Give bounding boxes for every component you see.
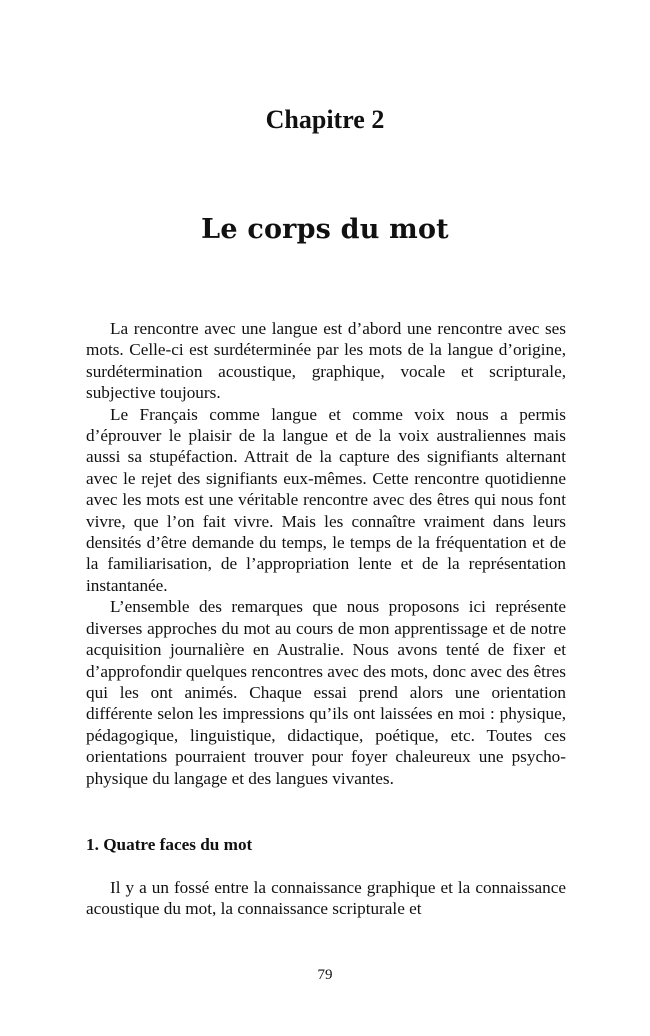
paragraph: L’ensemble des remarques que nous proposons ici représente diverses approches du mot au cours de mon apprentissage et de notre acquisition journalière en Australie. Nous avons tenté de fixer et d’approfondir quelques rencontres avec des mots, donc avec des êtres qui les ont animés. Chaque essai prend alors une orientation différente selon les impressions qu’ils ont laissées en moi : physique, pédagogique, linguistique, didactique, poétique, etc. Toutes ces orientations pourraient trouver pour foyer chaleureux une psycho-physique du langage et des langues vivantes. <box>86 597 566 788</box>
paragraph: Il y a un fossé entre la connaissance graphique et la connaissance acoustique du mot, la connaissance scripturale et <box>86 878 566 919</box>
paragraph: La rencontre avec une langue est d’abord une rencontre avec ses mots. Celle-ci est surdéterminée par les mots de la langue d’origine, surdétermination acoustique, graphique, vocale et scripturale, subjective toujours. <box>86 319 566 403</box>
page-number: 79 <box>317 967 333 983</box>
chapter-title: Le corps du mot <box>201 214 449 245</box>
paragraph: Le Français comme langue et comme voix nous a permis d’éprouver le plaisir de la langue et de la voix australiennes mais aussi sa stupéfaction. Attrait de la capture des signifiants alternant avec le rejet des signifiants eux-mêmes. Cette rencontre quotidienne avec les mots est une véritable rencontre avec des êtres qui nous font vivre, que l’on fait vivre. Mais les connaître vraiment dans leurs densités d’être demande du temps, le temps de la fréquentation et de la familiarisation, de l’appropriation lente et de la représentation instantanée. <box>86 404 566 595</box>
section-heading: 1. Quatre faces du mot <box>86 835 253 854</box>
section-text <box>86 877 566 920</box>
chapter-label: Chapitre 2 <box>265 105 385 134</box>
intro-text <box>86 318 566 789</box>
